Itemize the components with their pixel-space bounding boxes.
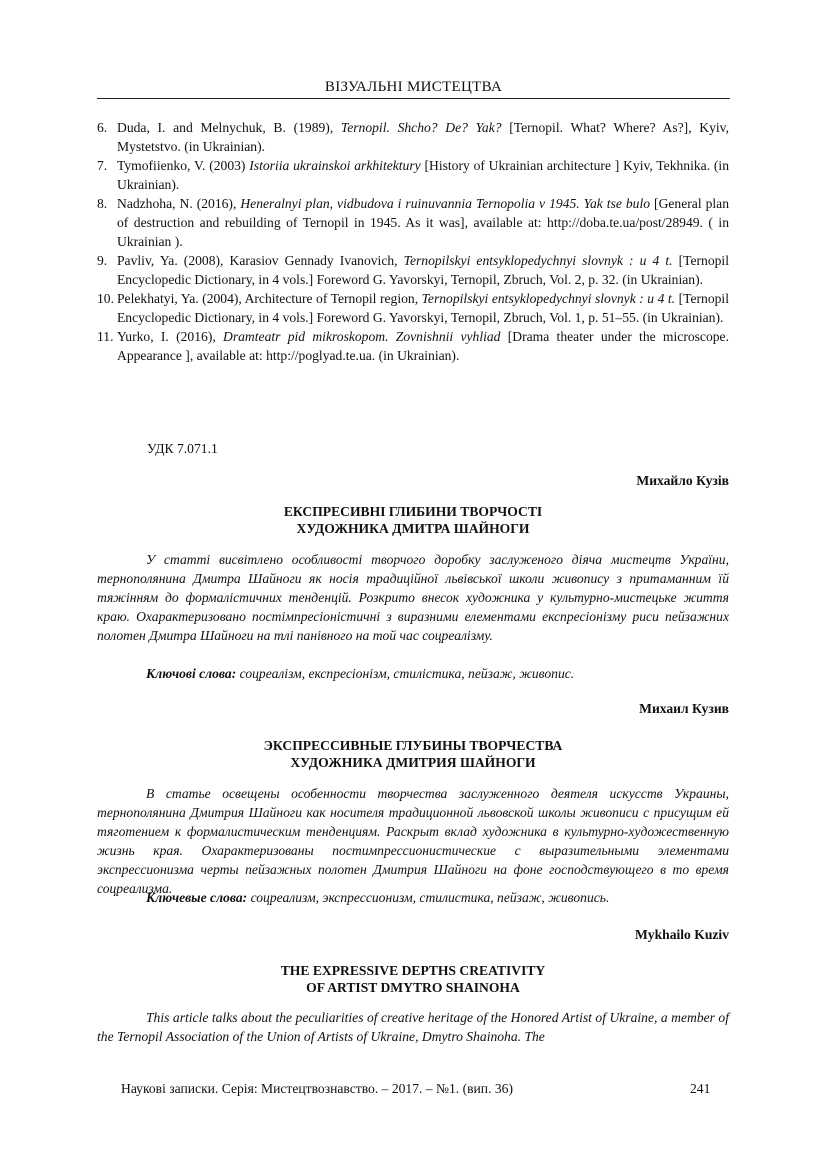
title-line: ХУДОЖНИКА ДМИТРИЯ ШАЙНОГИ — [290, 755, 536, 770]
reference-text: [Drama theater under the microscope. Appearance ], available at: http://poglyad.te.ua. (in Ukrainian). — [117, 329, 729, 363]
reference-title: Ternopilskyi entsyklopedychnyi slovnyk : u 4 t. — [403, 253, 673, 268]
author-name-russian: Михаил Кузив — [639, 701, 729, 716]
reference-text: [General plan of destruction and rebuilding of Ternopil in 1945. As it was], available at: http://doba.te.ua/post/28949. ( in Ukrainian ). — [117, 196, 729, 249]
reference-item — [97, 289, 729, 327]
reference-text: Nadzhoha, N. (2016), — [117, 196, 241, 211]
reference-title: Heneralnyi plan, vidbudova i ruinuvannia Ternopolia v 1945. Yak tse bulo — [240, 196, 651, 211]
udk-code: УДК 7.071.1 — [147, 441, 218, 456]
reference-text: [Ternopil Encyclopedic Dictionary, in 4 vols.] Foreword G. Yavorskyi, Ternopil, Zbruch, Vol. 2, p. 32. (in Ukrainian). — [117, 253, 729, 287]
reference-number: 11. — [97, 329, 114, 344]
reference-item — [97, 194, 729, 251]
reference-text: [Ternopil. What? Where? As?], Kyiv, Mystetstvo. (in Ukrainian). — [117, 120, 729, 154]
keywords-ukrainian — [97, 664, 729, 683]
reference-text: [History of Ukrainian architecture ] Kyiv, Tekhnika. (in Ukrainian). — [117, 158, 729, 192]
reference-list — [97, 118, 729, 365]
keywords-list: соцреалізм, експресіонізм, стилістика, пейзаж, живопис. — [236, 666, 575, 681]
reference-item — [97, 327, 729, 365]
title-line: ЕКСПРЕСИВНІ ГЛИБИНИ ТВОРЧОСТІ — [283, 504, 543, 519]
author-name-english: Mykhailo Kuziv — [634, 927, 729, 942]
keywords-label: Ключевые слова: — [146, 890, 248, 905]
abstract-ukrainian: У статті висвітлено особливості творчого доробку заслуженого діяча мистецтв України, тернополянина Дмитра Шайноги як носія традиційної львівської школи живопису з притаманним їй тяжінням до формалістичних тенденцій. Розкрито внесок художника у культурно-мистецьке життя краю. Охарактеризовано постімпресіоністичні з виразними елементами експресіонізму риси пейзажних полотен Дмитра Шайноги на тлі панівного на той час соцреалізму. — [97, 552, 729, 643]
article-title-ukrainian — [97, 503, 729, 537]
title-line: OF ARTIST DMYTRO SHAINOHA — [306, 980, 520, 995]
abstract-english: This article talks about the peculiarities of creative heritage of the Honored Artist of Ukraine, a member of the Ternopil Association of the Union of Artists of Ukraine, Dmytro Shainoha. The — [97, 1010, 729, 1044]
reference-item — [97, 251, 729, 289]
reference-title: Ternopilskyi entsyklopedychnyi slovnyk : u 4 t. — [421, 291, 676, 306]
keywords-list: соцреализм, экспрессионизм, стилистика, пейзаж, живопись. — [247, 890, 610, 905]
reference-item — [97, 156, 729, 194]
article-title-english — [97, 962, 729, 996]
reference-text: Pavliv, Ya. (2008), Karasiov Gennady Ivanovich, — [117, 253, 404, 268]
reference-title: Dramteatr pid mikroskopom. Zovnishnii vyhliad — [223, 329, 501, 344]
abstract-russian: В статье освещены особенности творчества заслуженного деятеля искусств Украины, тернополянина Дмитрия Шайноги как носителя традиционной львовской школы живописи с присущим ей тяготением к формалистическим тенденциям. Раскрыт вклад художника в культурно-художественную жизнь края. Охарактеризованы постимпрессионистические с выразительными элементами экспрессионизма черты пейзажных полотен Дмитрия Шайноги на фоне господствующего в то время соцреализма. — [97, 786, 729, 896]
reference-item — [97, 118, 729, 156]
reference-number: 6. — [97, 120, 108, 135]
reference-text: Duda, I. and Melnychuk, B. (1989), — [117, 120, 341, 135]
reference-number: 10. — [97, 291, 114, 306]
reference-text: Tymofiienko, V. (2003) — [117, 158, 250, 173]
reference-number: 9. — [97, 253, 108, 268]
reference-title: Ternopil. Shcho? De? Yak? — [340, 120, 502, 135]
title-line: ЭКСПРЕССИВНЫЕ ГЛУБИНЫ ТВОРЧЕСТВА — [263, 738, 563, 753]
keywords-russian — [97, 888, 729, 907]
reference-number: 8. — [97, 196, 108, 211]
page-number: 241 — [690, 1081, 711, 1096]
reference-text: Yurko, I. (2016), — [117, 329, 224, 344]
footer-journal-info: Наукові записки. Серія: Мистецтвознавство. – 2017. – №1. (вип. 36) — [121, 1081, 513, 1096]
title-line: ХУДОЖНИКА ДМИТРА ШАЙНОГИ — [296, 521, 530, 536]
reference-text: Pelekhatyi, Ya. (2004), Architecture of Ternopil region, — [117, 291, 422, 306]
article-title-russian — [97, 737, 729, 771]
title-line: THE EXPRESSIVE DEPTHS CREATIVITY — [280, 963, 546, 978]
header-rule — [97, 98, 730, 99]
keywords-label: Ключові слова: — [146, 666, 237, 681]
reference-title: Istoriia ukrainskoi arkhitektury — [249, 158, 421, 173]
running-header: ВІЗУАЛЬНІ МИСТЕЦТВА — [324, 79, 503, 95]
reference-number: 7. — [97, 158, 108, 173]
reference-text: [Ternopil Encyclopedic Dictionary, in 4 vols.] Foreword G. Yavorskyi, Ternopil, Zbruch, Vol. 1, p. 51–55. (in Ukrainian). — [117, 291, 729, 325]
author-name-ukrainian: Михайло Кузів — [636, 473, 729, 488]
